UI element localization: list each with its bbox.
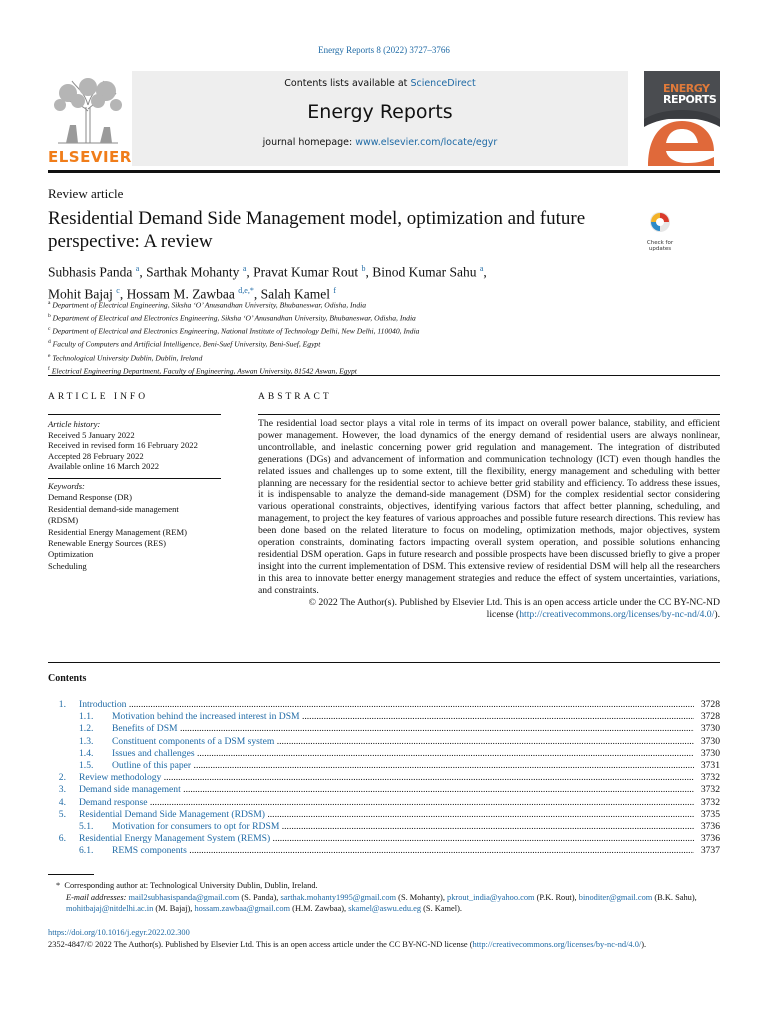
- crossmark-badge[interactable]: [642, 211, 678, 252]
- toc-page: 3732: [700, 796, 720, 808]
- journal-homepage: [132, 137, 628, 148]
- abstract-rule: [258, 414, 720, 415]
- toc-number[interactable]: 1.: [58, 699, 66, 710]
- toc-row[interactable]: [48, 784, 720, 796]
- toc-number[interactable]: 5.: [58, 808, 66, 820]
- toc-page: 3731: [700, 759, 720, 771]
- section-divider: [48, 375, 720, 376]
- affiliation-item: [48, 298, 720, 311]
- toc-entry[interactable]: Review methodology .....: [79, 772, 694, 784]
- homepage-link[interactable]: www.elsevier.com/locate/egyr: [355, 137, 498, 148]
- toc-page: 3728: [700, 699, 720, 710]
- toc-row[interactable]: [48, 772, 720, 784]
- corresponding-author-note: [48, 880, 720, 892]
- elsevier-tree-icon: [48, 77, 128, 147]
- toc-page: 3730: [700, 723, 720, 735]
- license-line: [258, 609, 720, 621]
- keyword-list: [48, 492, 223, 572]
- corresponding-text: Corresponding author at: Technological University Dublin, Dublin, Ireland.: [64, 881, 318, 890]
- abstract-heading: ABSTRACT: [258, 392, 332, 402]
- journal-name: Energy Reports: [307, 101, 453, 123]
- email-link[interactable]: pkrout_india@yahoo.com: [447, 892, 535, 902]
- keyword-item: Renewable Energy Sources (RES): [48, 538, 166, 549]
- email-label: E-mail addresses:: [66, 892, 127, 902]
- affiliation-key: b: [48, 313, 51, 320]
- toc-entry[interactable]: REMS components .....: [112, 845, 694, 857]
- email-link[interactable]: binoditer@gmail.com: [578, 892, 653, 902]
- affiliation-item: [48, 337, 720, 350]
- toc-number[interactable]: 1.1.: [79, 711, 94, 723]
- toc-row[interactable]: [48, 845, 720, 857]
- toc-number[interactable]: 2.: [58, 772, 66, 784]
- journal-header: [48, 71, 720, 166]
- history-item: Accepted 28 February 2022: [48, 450, 144, 461]
- toc-page: 3728: [700, 711, 720, 723]
- header-divider: [48, 170, 720, 173]
- elsevier-wordmark: ELSEVIER: [48, 148, 132, 166]
- footnote-rule: [48, 874, 94, 875]
- contents-divider: [48, 662, 720, 663]
- crossmark-icon: [649, 211, 671, 235]
- toc-number[interactable]: 6.1.: [79, 845, 94, 857]
- author-affil-marker[interactable]: b: [361, 264, 366, 273]
- toc-page: 3736: [700, 833, 720, 845]
- toc-row[interactable]: [48, 711, 720, 723]
- affiliation-key: e: [48, 352, 51, 359]
- doi-link[interactable]: https://doi.org/10.1016/j.egyr.2022.02.300: [48, 928, 190, 937]
- article-info-rule: [48, 414, 221, 415]
- affiliation-key: c: [48, 326, 51, 333]
- license-prefix: license (: [486, 608, 520, 620]
- copyright-line: © 2022 The Author(s). Published by Elsevier Ltd. This is an open access article under the CC BY-NC-ND: [308, 596, 720, 608]
- email-link[interactable]: mohitbajaj@nitdelhi.ac.in: [66, 904, 154, 914]
- journal-cover[interactable]: [644, 71, 720, 166]
- elsevier-logo: [48, 77, 132, 166]
- corresponding-mark: *: [56, 881, 61, 890]
- keyword-item: (RDSM): [48, 515, 79, 526]
- keyword-item: Residential demand-side management: [48, 503, 179, 514]
- author-affil-marker[interactable]: a: [135, 264, 140, 273]
- author-affil-marker[interactable]: a: [242, 264, 247, 273]
- toc-entry[interactable]: Residential Energy Management System (REMS) .....: [79, 833, 694, 845]
- toc-entry[interactable]: Demand response .....: [79, 797, 694, 809]
- toc-row[interactable]: [48, 699, 720, 711]
- bottom-license-suffix: ).: [641, 939, 647, 949]
- table-of-contents: [48, 699, 720, 857]
- toc-page: 3730: [700, 735, 720, 747]
- article-info-heading: ARTICLE INFO: [48, 392, 149, 402]
- toc-number[interactable]: 6.: [58, 833, 66, 845]
- toc-entry[interactable]: Issues and challenges .....: [112, 748, 694, 760]
- author-name[interactable]: Hossam M. Zawbaa: [126, 286, 235, 301]
- affiliation-item: [48, 324, 720, 337]
- email-owner: (B.K. Sahu),: [654, 892, 697, 902]
- affiliation-text: Department of Electrical and Electronics Engineering, National Institute of Technology Delhi, New Delhi, 110040, India: [52, 326, 420, 336]
- affiliations: [48, 298, 720, 377]
- email-addresses: [48, 892, 720, 915]
- toc-number[interactable]: 3.: [58, 784, 66, 796]
- affiliation-item: [48, 311, 720, 324]
- author-affil-marker[interactable]: f: [333, 285, 337, 295]
- history-list: [48, 430, 223, 472]
- email-link[interactable]: hossam.zawbaa@gmail.com: [194, 904, 291, 914]
- history-item: Received 5 January 2022: [48, 429, 135, 440]
- article-type: Review article: [48, 186, 124, 201]
- crossmark-label: Check for updates: [646, 240, 674, 252]
- bottom-license-text: 2352-4847/© 2022 The Author(s). Published by Elsevier Ltd. This is an open access article under the CC BY-NC-ND license (: [48, 939, 473, 949]
- bottom-license-link[interactable]: http://creativecommons.org/licenses/by-nc-nd/4.0/: [472, 939, 642, 949]
- toc-entry[interactable]: Introduction .....: [79, 699, 694, 711]
- toc-number[interactable]: 5.1.: [79, 820, 94, 832]
- keywords: [48, 481, 223, 572]
- history-label: Article history:: [48, 419, 101, 429]
- toc-row[interactable]: [48, 821, 720, 833]
- affiliation-key: a: [48, 300, 51, 306]
- contents-availability: [132, 78, 628, 89]
- affiliation-item: [48, 351, 720, 364]
- author-name[interactable]: Binod Kumar Sahu: [372, 264, 477, 280]
- toc-page: 3730: [700, 747, 720, 759]
- author-affil-marker[interactable]: c: [116, 285, 120, 295]
- article-history: [48, 419, 223, 472]
- toc-row[interactable]: [48, 809, 720, 821]
- author-name[interactable]: Salah Kamel: [260, 286, 330, 301]
- keyword-item: Residential Energy Management (REM): [48, 526, 187, 537]
- toc-number[interactable]: 4.: [58, 796, 66, 808]
- toc-entry[interactable]: Outline of this paper .....: [112, 760, 694, 772]
- toc-entry[interactable]: Constituent components of a DSM system .....: [112, 736, 694, 748]
- affiliation-key: f: [48, 365, 50, 372]
- homepage-prefix: journal homepage:: [262, 137, 353, 148]
- toc-entry[interactable]: Motivation behind the increased interest in DSM .....: [112, 711, 694, 723]
- contents-prefix: Contents lists available at: [284, 78, 408, 89]
- affiliation-text: Department of Electrical and Electronics Engineering, Siksha ‘O’ Anusandhan University, Bhubaneswar, Odisha, India: [52, 313, 416, 323]
- bottom-matter: [48, 927, 720, 951]
- affiliation-key: d: [48, 339, 51, 346]
- keyword-item: Optimization: [48, 549, 94, 560]
- journal-reference[interactable]: Energy Reports 8 (2022) 3727–3766: [318, 45, 450, 55]
- email-owner: (S. Mohanty),: [398, 892, 445, 902]
- affiliation-text: Technological University Dublin, Dublin, Ireland: [52, 353, 203, 363]
- license-link[interactable]: http://creativecommons.org/licenses/by-nc-nd/4.0/: [519, 608, 715, 620]
- footnotes: [48, 880, 720, 915]
- email-owner: (P.K. Rout),: [536, 892, 577, 902]
- abstract: [258, 418, 720, 620]
- toc-entry[interactable]: Demand side management .....: [79, 784, 694, 796]
- article-title: Residential Demand Side Management model, optimization and future perspective: A review: [48, 208, 586, 252]
- toc-entry[interactable]: Motivation for consumers to opt for RDSM .....: [112, 821, 694, 833]
- toc-number[interactable]: 1.5.: [79, 759, 94, 771]
- affiliation-text: Faculty of Computers and Artificial Intelligence, Beni-Suef University, Beni-Suef, Egypt: [52, 339, 321, 349]
- author-name[interactable]: Sarthak Mohanty: [146, 264, 240, 280]
- toc-row[interactable]: [48, 723, 720, 735]
- author-name[interactable]: Mohit Bajaj: [48, 286, 113, 301]
- cover-title-energy: ENERGY: [663, 82, 710, 95]
- toc-page: 3732: [700, 772, 720, 784]
- email-owner: (S. Kamel).: [423, 904, 462, 914]
- toc-row[interactable]: [48, 748, 720, 760]
- email-owner: (M. Bajaj),: [155, 904, 193, 914]
- email-link[interactable]: sarthak.mohanty1995@gmail.com: [280, 892, 397, 902]
- author-name[interactable]: Subhasis Panda: [48, 264, 133, 280]
- toc-number[interactable]: 1.4.: [79, 747, 94, 759]
- toc-entry[interactable]: Benefits of DSM .....: [112, 723, 694, 735]
- email-link[interactable]: skamel@aswu.edu.eg: [348, 904, 422, 914]
- email-owner: (H.M. Zawbaa),: [292, 904, 347, 914]
- author-name[interactable]: Pravat Kumar Rout: [253, 264, 359, 280]
- keyword-item: Demand Response (DR): [48, 492, 133, 503]
- toc-page: 3736: [700, 820, 720, 832]
- email-link[interactable]: mail2subhasispanda@gmail.com: [128, 892, 240, 902]
- cover-title-reports: REPORTS: [663, 93, 717, 106]
- affiliation-text: Electrical Engineering Department, Faculty of Engineering, Aswan University, 81542 Aswan, Egypt: [51, 366, 357, 376]
- history-divider: [48, 478, 221, 479]
- toc-row[interactable]: [48, 736, 720, 748]
- keyword-item: Scheduling: [48, 560, 87, 571]
- sciencedirect-link[interactable]: ScienceDirect: [410, 78, 476, 89]
- affiliation-text: Department of Electrical Engineering, Siksha ‘O’ Anusandhan University, Bhubaneswar, Odisha, India: [52, 300, 367, 310]
- toc-page: 3737: [700, 845, 720, 857]
- author-affil-marker[interactable]: d,e,*: [238, 285, 254, 295]
- history-item: Available online 16 March 2022: [48, 461, 160, 472]
- email-owner: (S. Panda),: [241, 892, 279, 902]
- toc-page: 3735: [700, 808, 720, 820]
- history-item: Received in revised form 16 February 2022: [48, 440, 198, 451]
- toc-row[interactable]: [48, 797, 720, 809]
- toc-row[interactable]: [48, 760, 720, 772]
- keywords-label: Keywords:: [48, 481, 85, 491]
- author-list: Subhasis Panda $^a$, Sarthak Mohanty $^a$, Pravat Kumar Rout $^b$, Binod Kumar Sahu $^a$, Mohit Bajaj $^c$, Hossam M. Zawbaa $^{d,e,*}$, Salah Kamel $^f$: [48, 264, 487, 301]
- toc-number[interactable]: 1.3.: [79, 735, 94, 747]
- license-suffix: ).: [714, 608, 720, 620]
- author-affil-marker[interactable]: a: [479, 264, 484, 273]
- toc-number[interactable]: 1.2.: [79, 723, 94, 735]
- journal-banner: [132, 71, 628, 166]
- toc-entry[interactable]: Residential Demand Side Management (RDSM) .....: [79, 809, 694, 821]
- abstract-text: The residential load sector plays a vital role in terms of its impact on overall power balance, stability, and efficient power management. However, the load dynamics of the energy demand of residential users are always nonlinear, uncontrollable, and inelastic concerning power grid regulation and management. The integration of distributed generations (DGs) and advancement of information and communication technology (ICT) even though handles the related issues and challenges up to some extent, till the flexibility, energy management and scheduling with better planning are necessary for the residential sector to achieve better grid stability and efficiency. To address these issues, it is indispensable to analyze the demand-side management (DSM) for the complex residential sector considering various operational constraints, objectives, identifying various factors that affect better planning, scheduling, and management, to project the key features of various approaches and possible future research directions. This review has been done based on the related literature to focus on modeling, optimization methods, major objectives, system operation constraints, dominating factors impacting overall system operation, and possible solutions enhancing residential DSM operation. Gaps in future research and possible prospects have been discussed briefly to give a proper insight into the current implementation of DSM. This extensive review of residential DSM will help all the researchers in this area to innovate better energy management strategies and reduce the effect of system uncertainties, variations, and constraints.: [258, 418, 720, 596]
- contents-heading: Contents: [48, 673, 87, 684]
- bottom-license: [48, 939, 720, 951]
- toc-row[interactable]: [48, 833, 720, 845]
- toc-page: 3732: [700, 784, 720, 796]
